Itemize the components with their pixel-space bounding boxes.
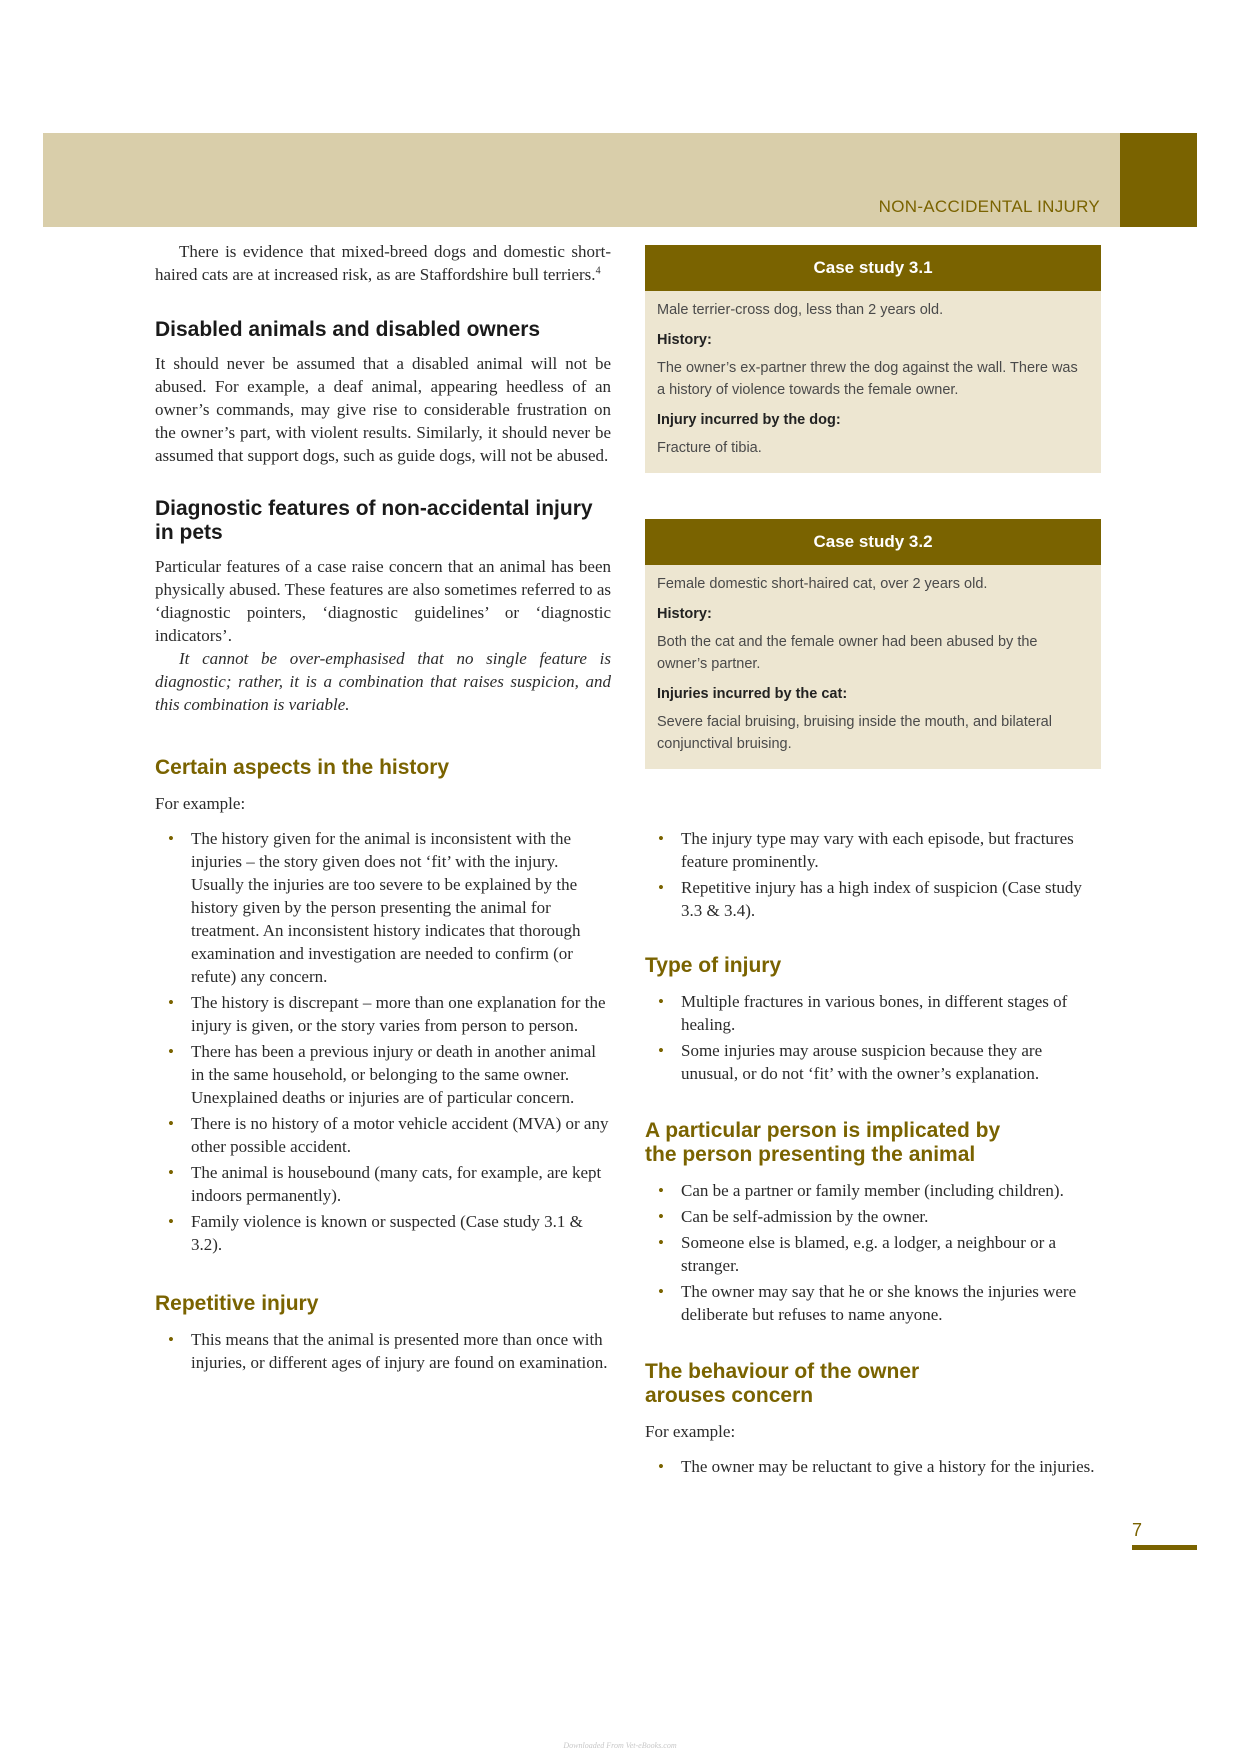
person-implicated-list	[645, 1179, 1101, 1326]
subheading-person-implicated: A particular person is implicated by the person presenting the animal	[645, 1119, 1001, 1166]
bullet-icon: •	[658, 992, 664, 1011]
list-item: • The history is discrepant – more than one explanation for the injury is given, or the story varies from person to person.	[168, 993, 606, 1035]
footnote-ref[interactable]: 4	[595, 265, 601, 277]
case-injury-label: Injuries incurred by the cat:	[657, 686, 848, 702]
bullet-icon: •	[658, 1181, 664, 1200]
case-study-body	[645, 291, 1101, 473]
behaviour-intro: For example:	[645, 1422, 736, 1441]
case-subject: Female domestic short-haired cat, over 2 years old.	[657, 576, 988, 592]
bullet-icon: •	[658, 1282, 664, 1301]
case-history-label: History:	[657, 606, 712, 622]
case-history-label: History:	[657, 332, 712, 348]
owner-behaviour-list	[645, 1455, 1101, 1478]
bullet-icon: •	[168, 1330, 174, 1349]
bullet-icon: •	[168, 1212, 174, 1231]
case-study-title: Case study 3.1	[645, 245, 1101, 291]
case-injury-label: Injury incurred by the dog:	[657, 412, 841, 428]
footer-watermark: Downloaded From Vet-eBooks.com	[563, 1741, 677, 1750]
list-item: • This means that the animal is presented more than once with injuries, or different ages of injury are found on examination.	[168, 1330, 608, 1372]
history-list	[155, 827, 611, 1256]
list-item: • Repetitive injury has a high index of suspicion (Case study 3.3 & 3.4).	[658, 878, 1082, 920]
bullet-icon: •	[168, 1114, 174, 1133]
repetitive-continued-list	[645, 827, 1101, 922]
case-study-body	[645, 565, 1101, 769]
bullet-icon: •	[168, 829, 174, 848]
subheading-repetitive: Repetitive injury	[155, 1292, 319, 1315]
case-history: The owner’s ex-partner threw the dog against the wall. There was a history of violence towards the female owner.	[657, 360, 1078, 398]
diagnostic-italic-paragraph: It cannot be over-emphasised that no single feature is diagnostic; rather, it is a combination that raises suspicion, and this combination is variable.	[155, 649, 611, 714]
list-item: • Can be self-admission by the owner.	[658, 1207, 929, 1226]
list-item: • The owner may be reluctant to give a history for the injuries.	[658, 1457, 1095, 1476]
left-column	[155, 240, 611, 1377]
list-item: • Someone else is blamed, e.g. a lodger, a neighbour or a stranger.	[658, 1233, 1057, 1275]
list-item: • Some injuries may arouse suspicion because they are unusual, or do not ‘fit’ with the owner’s explanation.	[658, 1041, 1043, 1083]
bullet-icon: •	[658, 878, 664, 897]
page-number: 7	[1132, 1520, 1143, 1540]
section-heading-diagnostic: Diagnostic features of non-accidental injury in pets	[155, 497, 593, 544]
list-item: • The history given for the animal is inconsistent with the injuries – the story given does not ‘fit’ with the injury. Usually the injuries are too severe to be explained by the history given by the person presenting the animal for treatment. An inconsistent history indicates that thorough examination and investigation are needed to confirm (or refute) any concern.	[168, 829, 581, 986]
right-column	[645, 245, 1101, 1481]
type-of-injury-list	[645, 990, 1101, 1085]
section-heading-disabled: Disabled animals and disabled owners	[155, 318, 541, 341]
running-head: NON-ACCIDENTAL INJURY	[878, 197, 1100, 216]
list-item: • The owner may say that he or she knows the injuries were deliberate but refuses to name anyone.	[658, 1282, 1077, 1324]
bullet-icon: •	[658, 1457, 664, 1476]
bullet-icon: •	[658, 1041, 664, 1060]
bullet-icon: •	[168, 993, 174, 1012]
bullet-icon: •	[658, 1207, 664, 1226]
list-item: • There is no history of a motor vehicle accident (MVA) or any other possible accident.	[168, 1114, 609, 1156]
case-injury: Severe facial bruising, bruising inside the mouth, and bilateral conjunctival bruising.	[657, 714, 1052, 752]
page-number-rule	[1132, 1545, 1197, 1550]
intro-paragraph: There is evidence that mixed-breed dogs and domestic short-haired cats are at increased risk, as are Staffordshire bull terriers.$^4$	[155, 242, 611, 284]
disabled-paragraph: It should never be assumed that a disabled animal will not be abused. For example, a deaf animal, appearing heedless of an owner’s commands, may give rise to considerable frustration on the owner’s part, with violent results. Similarly, it should never be assumed that support dogs, such as guide dogs, will not be abused.	[155, 354, 611, 465]
diagnostic-paragraph: Particular features of a case raise concern that an animal has been physically abused. These features are also sometimes referred to as ‘diagnostic pointers, ‘diagnostic guidelines’ or ‘diagnostic indicators’.	[155, 557, 611, 645]
list-item: • Can be a partner or family member (including children).	[658, 1181, 1064, 1200]
subheading-owner-behaviour: The behaviour of the owner arouses concern	[645, 1360, 920, 1407]
list-item: • There has been a previous injury or death in another animal in the same household, or belonging to the same owner. Unexplained deaths or injuries are of particular concern.	[168, 1042, 597, 1107]
case-history: Both the cat and the female owner had been abused by the owner’s partner.	[657, 634, 1038, 672]
history-intro: For example:	[155, 794, 246, 813]
subheading-history: Certain aspects in the history	[155, 756, 450, 779]
list-item: • Family violence is known or suspected (Case study 3.1 & 3.2).	[168, 1212, 583, 1254]
case-subject: Male terrier-cross dog, less than 2 years old.	[657, 302, 944, 318]
repetitive-list	[155, 1328, 611, 1374]
bullet-icon: •	[658, 1233, 664, 1252]
list-item: • Multiple fractures in various bones, in different stages of healing.	[658, 992, 1068, 1034]
case-injury: Fracture of tibia.	[657, 440, 762, 456]
case-study-title: Case study 3.2	[645, 519, 1101, 565]
subheading-type-of-injury: Type of injury	[645, 954, 782, 977]
bullet-icon: •	[168, 1042, 174, 1061]
bullet-icon: •	[658, 829, 664, 848]
case-study-box-3-2	[645, 519, 1101, 769]
bullet-icon: •	[168, 1163, 174, 1182]
list-item: • The injury type may vary with each episode, but fractures feature prominently.	[658, 829, 1074, 871]
case-study-box-3-1	[645, 245, 1101, 473]
list-item: • The animal is housebound (many cats, for example, are kept indoors permanently).	[168, 1163, 602, 1205]
header-accent-block	[1120, 133, 1197, 227]
